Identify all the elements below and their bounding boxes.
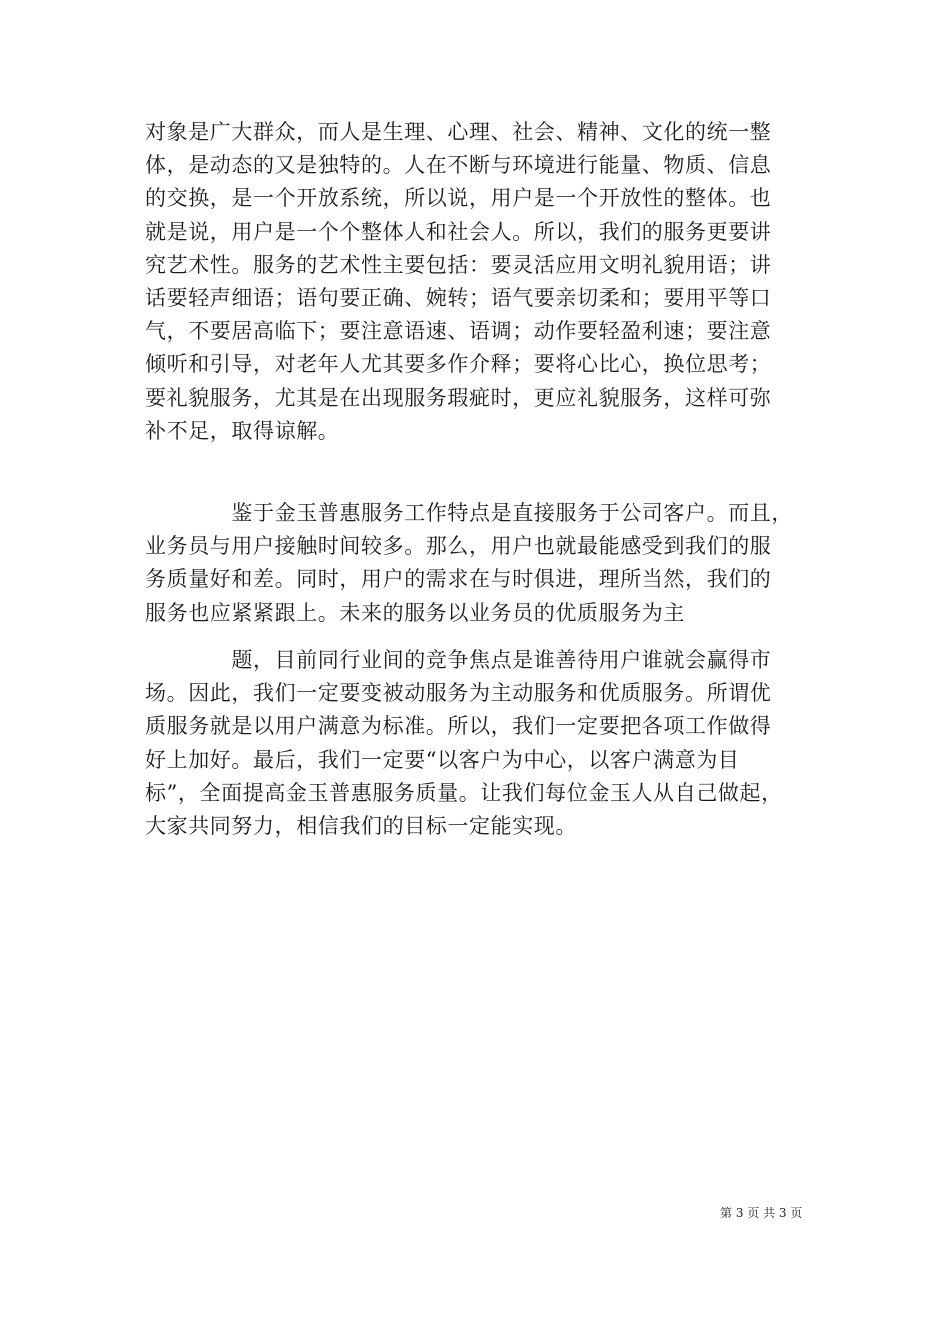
- text-line: 究艺术性。服务的艺术性主要包括：要灵活应用文明礼貌用语；讲: [145, 252, 772, 277]
- paragraph-1: [145, 116, 825, 448]
- paragraph-2: [145, 497, 825, 630]
- text-line: 题，目前同行业间的竞争焦点是谁善待用户谁就会赢得市: [145, 648, 772, 672]
- text-line: 质服务就是以用户满意为标准。所以，我们一定要把各项工作做得: [145, 714, 772, 739]
- text-line: 就是说，用户是一个个整体人和社会人。所以，我们的服务更要讲: [145, 219, 772, 244]
- text-line: 倾听和引导，对老年人尤其要多作介释；要将心比心，换位思考；: [145, 352, 772, 377]
- text-line: 要礼貌服务，尤其是在出现服务瑕疵时，更应礼貌服务，这样可弥: [145, 385, 772, 410]
- text-line: 场。因此，我们一定要变被动服务为主动服务和优质服务。所谓优: [145, 681, 772, 706]
- text-line: 话要轻声细语；语句要正确、婉转；语气要亲切柔和；要用平等口: [145, 285, 772, 310]
- paragraph-3: [145, 644, 825, 843]
- text-line: 补不足，取得谅解。: [145, 418, 340, 443]
- text-line: 对象是广大群众，而人是生理、心理、社会、精神、文化的统一整: [145, 120, 772, 144]
- text-line: 体，是动态的又是独特的。人在不断与环境进行能量、物质、信息: [145, 153, 772, 178]
- text-line: 的交换，是一个开放系统，所以说，用户是一个开放性的整体。也: [145, 186, 772, 211]
- text-line: 鉴于金玉普惠服务工作特点是直接服务于公司客户。而且，: [145, 501, 793, 525]
- page-number-footer: 第 3 页 共 3 页: [720, 1206, 803, 1220]
- text-line: 好上加好。最后，我们一定要“以客户为中心，以客户满意为目: [145, 747, 740, 772]
- text-line: 务质量好和差。同时，用户的需求在与时俱进，理所当然，我们的: [145, 567, 772, 592]
- text-line: 服务也应紧紧跟上。未来的服务以业务员的优质服务为主: [145, 600, 685, 625]
- text-line: 业务员与用户接触时间较多。那么，用户也就最能感受到我们的服: [145, 534, 772, 559]
- text-line: 标”，全面提高金玉普惠服务质量。让我们每位金玉人从自己做起，: [145, 780, 783, 805]
- text-line: 大家共同努力，相信我们的目标一定能实现。: [145, 813, 577, 838]
- text-line: 气，不要居高临下；要注意语速、语调；动作要轻盈利速；要注意: [145, 319, 772, 344]
